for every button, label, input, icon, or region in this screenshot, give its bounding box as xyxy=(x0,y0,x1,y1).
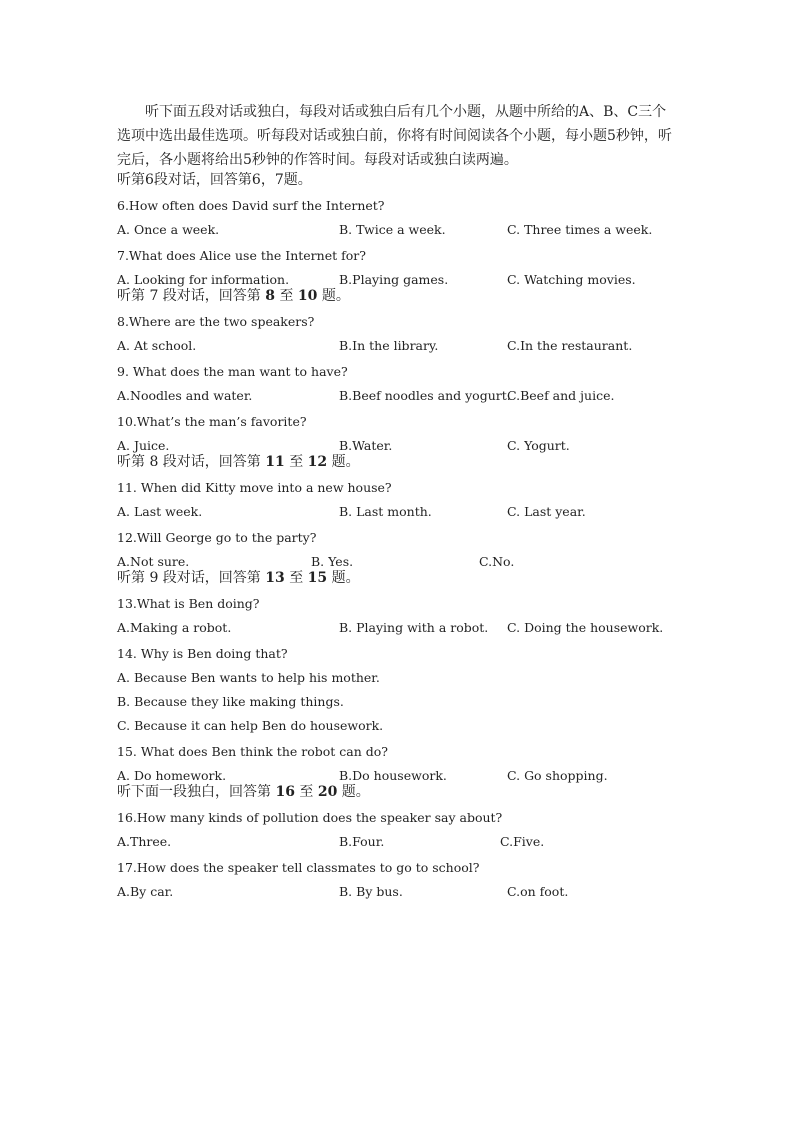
option-a: A.Not sure. xyxy=(117,554,190,569)
instructions: 听下面五段对话或独白，每段对话或独白后有几个小题，从题中所给的A、B、C三个选项中选出最佳选项。听每段对话或独白前，你将有时间阅读各个小题，每小题5秒钟，听完后，各小题将给出5秒钟的作答时间。每段对话或独白读两遍。 xyxy=(117,104,672,168)
option-c: C.Five. xyxy=(500,834,545,849)
question-7: 7.What does Alice use the Internet for? xyxy=(117,248,366,263)
section-8-heading: 听第 8 段对话，回答第 11 至 12 题。 xyxy=(117,454,360,470)
question-17-options xyxy=(117,884,677,900)
option-c: C. Watching movies. xyxy=(507,272,636,287)
question-8: 8.Where are the two speakers? xyxy=(117,314,315,329)
listening-section xyxy=(117,100,677,900)
option-c: C. Three times a week. xyxy=(507,222,653,237)
option-c: C. Last year. xyxy=(507,504,586,519)
question-6: 6.How often does David surf the Internet? xyxy=(117,198,385,213)
question-11-options xyxy=(117,504,677,520)
option-c: C. Doing the housework. xyxy=(507,620,664,635)
question-14-option-a: A. Because Ben wants to help his mother. xyxy=(117,670,380,685)
question-8-options xyxy=(117,338,677,354)
option-c: C. Go shopping. xyxy=(507,768,608,783)
option-b: B. Playing with a robot. xyxy=(339,620,489,635)
question-12-options xyxy=(117,554,677,570)
option-c: C.No. xyxy=(479,554,515,569)
section-6-heading: 听第6段对话，回答第6，7题。 xyxy=(117,172,312,188)
option-a: A. Looking for information. xyxy=(117,272,290,287)
option-a: A.Three. xyxy=(117,834,172,849)
option-c: C.In the restaurant. xyxy=(507,338,633,353)
option-b: B. Twice a week. xyxy=(339,222,446,237)
option-b: B. By bus. xyxy=(339,884,403,899)
question-16-options xyxy=(117,834,677,850)
option-b: B.Water. xyxy=(339,438,393,453)
option-b: B. Yes. xyxy=(311,554,354,569)
question-7-options xyxy=(117,272,677,288)
question-14-option-b: B. Because they like making things. xyxy=(117,694,344,709)
option-c: C.on foot. xyxy=(507,884,569,899)
option-b: B.Beef noodles and yogurt. xyxy=(339,388,511,403)
option-a: A. Last week. xyxy=(117,504,203,519)
question-6-options xyxy=(117,222,677,238)
option-a: A. Juice. xyxy=(117,438,170,453)
section-10-heading: 听下面一段独白，回答第 16 至 20 题。 xyxy=(117,784,370,800)
option-a: A. Once a week. xyxy=(117,222,220,237)
option-b: B. Last month. xyxy=(339,504,432,519)
question-16: 16.How many kinds of pollution does the speaker say about? xyxy=(117,810,503,825)
question-14-option-c: C. Because it can help Ben do housework. xyxy=(117,718,384,733)
question-17: 17.How does the speaker tell classmates to go to school? xyxy=(117,860,480,875)
option-b: B.In the library. xyxy=(339,338,439,353)
option-b: B.Four. xyxy=(339,834,385,849)
option-c: C.Beef and juice. xyxy=(507,388,615,403)
option-a: A.Making a robot. xyxy=(117,620,232,635)
question-10-options xyxy=(117,438,677,454)
question-10: 10.What’s the man’s favorite? xyxy=(117,414,307,429)
question-11: 11. When did Kitty move into a new house? xyxy=(117,480,392,495)
question-13: 13.What is Ben doing? xyxy=(117,596,260,611)
question-15: 15. What does Ben think the robot can do? xyxy=(117,744,388,759)
option-b: B.Playing games. xyxy=(339,272,449,287)
option-a: A.Noodles and water. xyxy=(117,388,253,403)
option-b: B.Do housework. xyxy=(339,768,447,783)
section-7-heading: 听第 7 段对话，回答第 8 至 10 题。 xyxy=(117,288,350,304)
option-a: A.By car. xyxy=(117,884,174,899)
question-12: 12.Will George go to the party? xyxy=(117,530,317,545)
question-9: 9. What does the man want to have? xyxy=(117,364,348,379)
question-9-options xyxy=(117,388,677,404)
question-14: 14. Why is Ben doing that? xyxy=(117,646,288,661)
question-13-options xyxy=(117,620,677,636)
option-c: C. Yogurt. xyxy=(507,438,570,453)
question-15-options xyxy=(117,768,677,784)
option-a: A. At school. xyxy=(117,338,197,353)
option-a: A. Do homework. xyxy=(117,768,227,783)
section-9-heading: 听第 9 段对话，回答第 13 至 15 题。 xyxy=(117,570,360,586)
